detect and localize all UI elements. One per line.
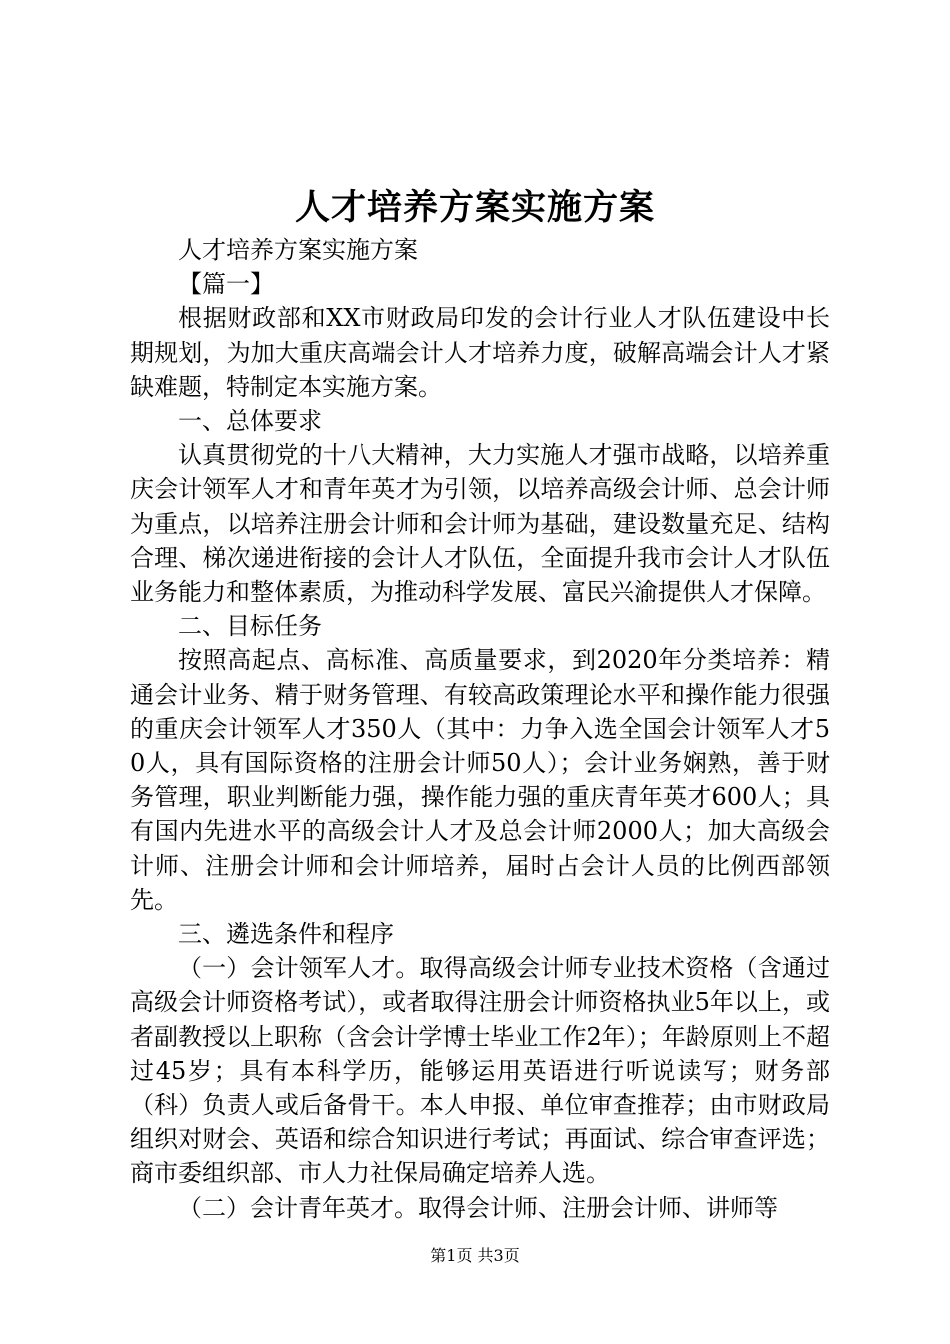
heading-objectives: 二、目标任务 <box>178 612 322 641</box>
paragraph-young-talent: （二）会计青年英才。取得会计师、注册会计师、讲师等 <box>178 1193 778 1222</box>
document-title: 人才培养方案实施方案 <box>294 187 655 228</box>
heading-selection: 三、遴选条件和程序 <box>178 920 394 949</box>
page-number-footer: 第1页 共3页 <box>430 1246 520 1265</box>
paragraph-section-marker: 【篇一】 <box>178 270 274 299</box>
paragraph-subtitle: 人才培养方案实施方案 <box>178 236 418 264</box>
document-body <box>130 233 830 1225</box>
heading-general-requirements: 一、总体要求 <box>178 407 322 436</box>
paragraph-objectives: 按照高起点、高标准、高质量要求，到2020年分类培养：精通会计业务、精于财务管理、有较高政策理论水平和操作能力很强的重庆会计领军人才350人（其中：力争入选全国会计领军人才50人，具有国际资格的注册会计师50人）；会计业务娴熟，善于财务管理，职业判断能力强，操作能力强的重庆青年英才600人；具有国内先进水平的高级会计人才及总会计师2000人；加大高级会计师、注册会计师和会计师培养，届时占会计人员的比例西部领先。 <box>130 646 830 914</box>
paragraph-leading-talent: （一）会计领军人才。取得高级会计师专业技术资格（含通过高级会计师资格考试），或者取得注册会计师资格执业5年以上，或者副教授以上职称（含会计学博士毕业工作2年）；年龄原则上不超过45岁；具有本科学历，能够运用英语进行听说读写；财务部（科）负责人或后备骨干。本人申报、单位审查推荐；由市财政局组织对财会、英语和综合知识进行考试；再面试、综合审查评选；商市委组织部、市人力社保局确定培养人选。 <box>130 954 830 1188</box>
paragraph-general-requirements: 认真贯彻党的十八大精神，大力实施人才强市战略，以培养重庆会计领军人才和青年英才为引领，以培养高级会计师、总会计师为重点，以培养注册会计师和会计师为基础，建设数量充足、结构合理、梯次递进衔接的会计人才队伍，全面提升我市会计人才队伍业务能力和整体素质，为推动科学发展、富民兴渝提供人才保障。 <box>130 441 830 607</box>
paragraph-intro: 根据财政部和XX市财政局印发的会计行业人才队伍建设中长期规划，为加大重庆高端会计人才培养力度，破解高端会计人才紧缺难题，特制定本实施方案。 <box>130 304 830 401</box>
